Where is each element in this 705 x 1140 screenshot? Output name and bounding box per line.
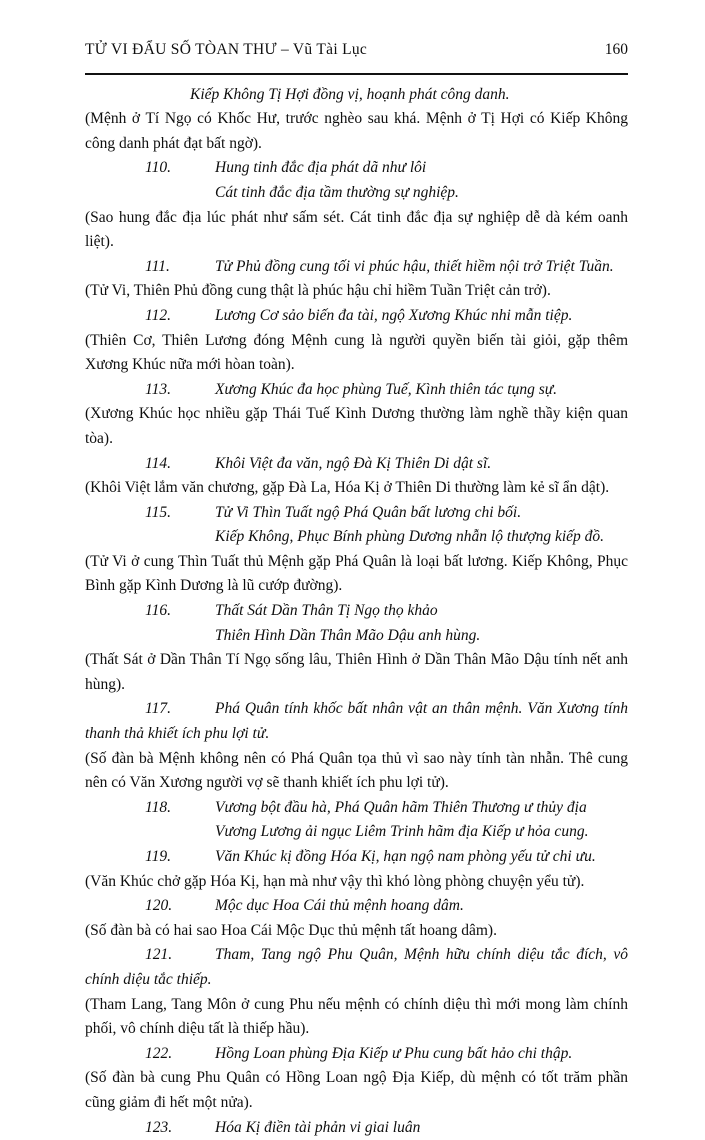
explanation-paragraph: (Xương Khúc học nhiều gặp Thái Tuế Kình Dương thường làm nghề thầy kiện quan tòa).	[85, 405, 628, 447]
page-header	[85, 38, 628, 63]
verse-text: Vương bột đầu hà, Phá Quân hãm Thiên Thương ư thủy địa	[215, 798, 587, 816]
verse-line	[85, 1042, 628, 1067]
verse-number: 115.	[145, 503, 171, 521]
explanation-paragraph: (Tham Lang, Tang Môn ở cung Phu nếu mệnh có chính diệu thì mới mong làm chính phối, vô chính diệu tất là thiếp hầu).	[85, 995, 628, 1038]
page-number: 160	[604, 41, 628, 58]
verse-text: Hồng Loan phùng Địa Kiếp ư Phu cung bất hảo chi thập.	[215, 1044, 573, 1062]
verse-line	[85, 378, 628, 403]
verse-text: Mộc dục Hoa Cái thủ mệnh hoang dâm.	[215, 897, 464, 915]
verse-number: 117.	[145, 700, 171, 718]
explanation-paragraph: (Số đàn bà cung Phu Quân có Hồng Loan ngộ Địa Kiếp, dù mệnh có tốt trăm phần cũng giảm đi hết một nửa).	[85, 1069, 628, 1111]
verse-text: Vương Lương ải ngục Liêm Trinh hãm địa Kiếp ư hỏa cung.	[215, 823, 589, 841]
verse-text: Hung tinh đắc địa phát dã như lôi	[215, 159, 427, 177]
verse-text: Tử Phủ đồng cung tối vi phúc hậu, thiết hiềm nội trở Triệt Tuần.	[215, 257, 614, 275]
explanation-paragraph: (Khôi Việt lắm văn chương, gặp Đà La, Hóa Kị ở Thiên Di thường làm kẻ sĩ ẩn dật).	[85, 479, 610, 497]
verse-number: 121.	[145, 946, 173, 964]
verse-text: Khôi Việt đa văn, ngộ Đà Kị Thiên Di dật sĩ.	[215, 454, 492, 472]
page-content	[85, 38, 628, 1140]
verse-text: Kiếp Không Tị Hợi đồng vị, hoạnh phát công danh.	[190, 85, 510, 103]
verse-line	[85, 1116, 628, 1140]
verse-line	[85, 304, 628, 329]
verse-line	[85, 156, 628, 181]
verse-line	[85, 83, 628, 108]
book-title: TỬ VI ĐẨU SỐ TÒAN THƯ – Vũ Tài Lục	[85, 41, 368, 58]
verse-line	[85, 452, 628, 477]
verse-line	[85, 181, 628, 206]
verse-number: 116.	[145, 602, 171, 620]
explanation-paragraph: (Sao hung đắc địa lúc phát như sấm sét. Cát tinh đắc địa sự nghiệp dễ dà kém oanh liệt).	[85, 208, 628, 251]
verse-text: Kiếp Không, Phục Bính phùng Dương nhẫn lộ thượng kiếp đồ.	[215, 528, 605, 546]
explanation-paragraph: (Thất Sát ở Dần Thân Tí Ngọ sống lâu, Thiên Hình ở Dần Thân Mão Dậu tính nết anh hùng).	[85, 651, 628, 693]
verse-line	[85, 624, 628, 649]
verse-number: 114.	[145, 454, 171, 472]
explanation-paragraph: (Tử Vi, Thiên Phủ đồng cung thật là phúc hậu chỉ hiềm Tuần Triệt cản trở).	[85, 282, 551, 300]
verse-number: 110.	[145, 159, 171, 177]
verse-number: 118.	[145, 798, 171, 816]
verse-text: Văn Khúc kị đồng Hóa Kị, hạn ngộ nam phòng yếu tử chi ưu.	[215, 848, 596, 865]
verse-wrapped	[85, 697, 628, 746]
verse-text: Cát tinh đắc địa tầm thường sự nghiệp.	[215, 183, 459, 201]
verse-line	[85, 894, 628, 919]
verse-line	[85, 845, 628, 870]
verse-text: Xương Khúc đa học phùng Tuế, Kình thiên tác tụng sự.	[215, 380, 558, 398]
verse-line	[85, 501, 628, 526]
verse-line	[85, 255, 628, 280]
verse-number: 123.	[145, 1118, 173, 1136]
verse-text: Phá Quân tính khốc bất nhân vật an thân mệnh. Văn Xương tính thanh thả khiết ích phu lợi tử.	[85, 700, 628, 743]
verse-text: Lương Cơ sảo biến đa tài, ngộ Xương Khúc nhi mẫn tiệp.	[215, 306, 573, 324]
verse-line	[85, 820, 628, 845]
explanation-paragraph: (Số đàn bà có hai sao Hoa Cái Mộc Dục thủ mệnh tất hoang dâm).	[85, 921, 497, 939]
explanation-paragraph: (Văn Khúc chở gặp Hóa Kị, hạn mà như vậy thì khó lòng phòng chuyện yểu tử).	[85, 872, 585, 890]
verse-wrapped	[85, 943, 628, 992]
page-body	[85, 83, 628, 1140]
verse-text: Tham, Tang ngộ Phu Quân, Mệnh hữu chính diệu tắc đích, vô chính diệu tắc thiếp.	[85, 946, 628, 988]
verse-number: 120.	[145, 897, 173, 915]
verse-text: Tử Vi Thìn Tuất ngộ Phá Quân bất lương chi bối.	[215, 503, 522, 521]
verse-text: Hóa Kị điền tài phản vi giai luân	[215, 1118, 421, 1136]
verse-text: Thiên Hình Dần Thân Mão Dậu anh hùng.	[215, 626, 481, 644]
verse-number: 112.	[145, 306, 171, 324]
explanation-paragraph: (Mệnh ở Tí Ngọ có Khốc Hư, trước nghèo sau khá. Mệnh ở Tị Hợi có Kiếp Không công danh phát đạt bất ngờ).	[85, 110, 628, 152]
explanation-paragraph: (Số đàn bà Mệnh không nên có Phá Quân tọa thủ vì sao này tính tàn nhẫn. Thê cung nên có Văn Xương người vợ sẽ thanh khiết ích phu lợi tử).	[85, 749, 628, 792]
verse-number: 122.	[145, 1044, 173, 1062]
verse-line	[85, 796, 628, 821]
verse-number: 119.	[145, 848, 171, 865]
header-divider	[85, 73, 628, 75]
verse-text: Thất Sát Dần Thân Tị Ngọ thọ khảo	[215, 602, 438, 620]
explanation-paragraph: (Tử Vi ở cung Thìn Tuất thủ Mệnh gặp Phá Quân là loại bất lương. Kiếp Không, Phục Bình gặp Kình Dương là lũ cướp đường).	[85, 552, 628, 595]
verse-number: 113.	[145, 380, 171, 398]
explanation-paragraph: (Thiên Cơ, Thiên Lương đóng Mệnh cung là người quyền biến tài giỏi, gặp thêm Xương Khúc nữa mới hòan toàn).	[85, 331, 628, 374]
verse-line	[85, 525, 628, 550]
verse-number: 111.	[145, 257, 170, 275]
verse-line	[85, 599, 628, 624]
